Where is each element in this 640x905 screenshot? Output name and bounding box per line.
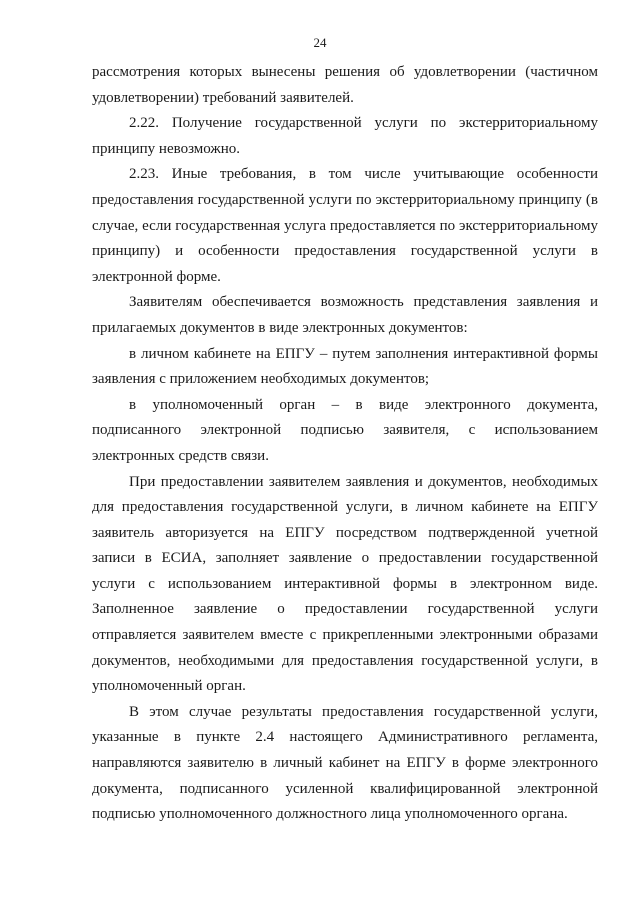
paragraph-2-23: 2.23. Иные требования, в том числе учитывающие особенности предоставления государственной услуги по экстерриториальному принципу (в случае, если государственная услуга предоставляется по экстерриториальному принципу) и особенности предоставления государственной услуги в электронной форме. (92, 166, 598, 285)
paragraph-authorized-body: в уполномоченный орган – в виде электронного документа, подписанного электронной подписью заявителя, с использованием электронных средств связи. (92, 396, 598, 464)
paragraph-continuation: рассмотрения которых вынесены решения об удовлетворении (частичном удовлетворении) требований заявителей. (92, 64, 598, 106)
paragraph-electronic-docs: Заявителям обеспечивается возможность представления заявления и прилагаемых документов в виде электронных документов: (92, 294, 598, 336)
paragraph-submission-procedure: При предоставлении заявителем заявления и документов, необходимых для предоставления государственной услуги, в личном кабинете на ЕПГУ заявитель авторизуется на ЕПГУ посредством подтвержденной учетной записи в ЕСИА, заполняет заявление о предоставлении государственной услуги с использованием интерактивной формы в электронном виде. Заполненное заявление о предоставлении государственной услуги отправляется заявителем вместе с прикрепленными электронными образами документов, необходимыми для предоставления государственной услуги, в уполномоченный орган. (92, 473, 598, 695)
paragraph-2-22: 2.22. Получение государственной услуги по экстерриториальному принципу невозможно. (92, 115, 598, 157)
paragraph-epgu-cabinet: в личном кабинете на ЕПГУ – путем заполнения интерактивной формы заявления с приложением необходимых документов; (92, 345, 598, 388)
page-number: 24 (313, 35, 327, 50)
paragraph-results: В этом случае результаты предоставления государственной услуги, указанные в пункте 2.4 настоящего Административного регламента, направляются заявителю в личный кабинет на ЕПГУ в форме электронного документа, подписанного усиленной квалифицированной электронной подписью уполномоченного должностного лица уполномоченного органа. (92, 703, 598, 823)
document-body (92, 60, 598, 828)
